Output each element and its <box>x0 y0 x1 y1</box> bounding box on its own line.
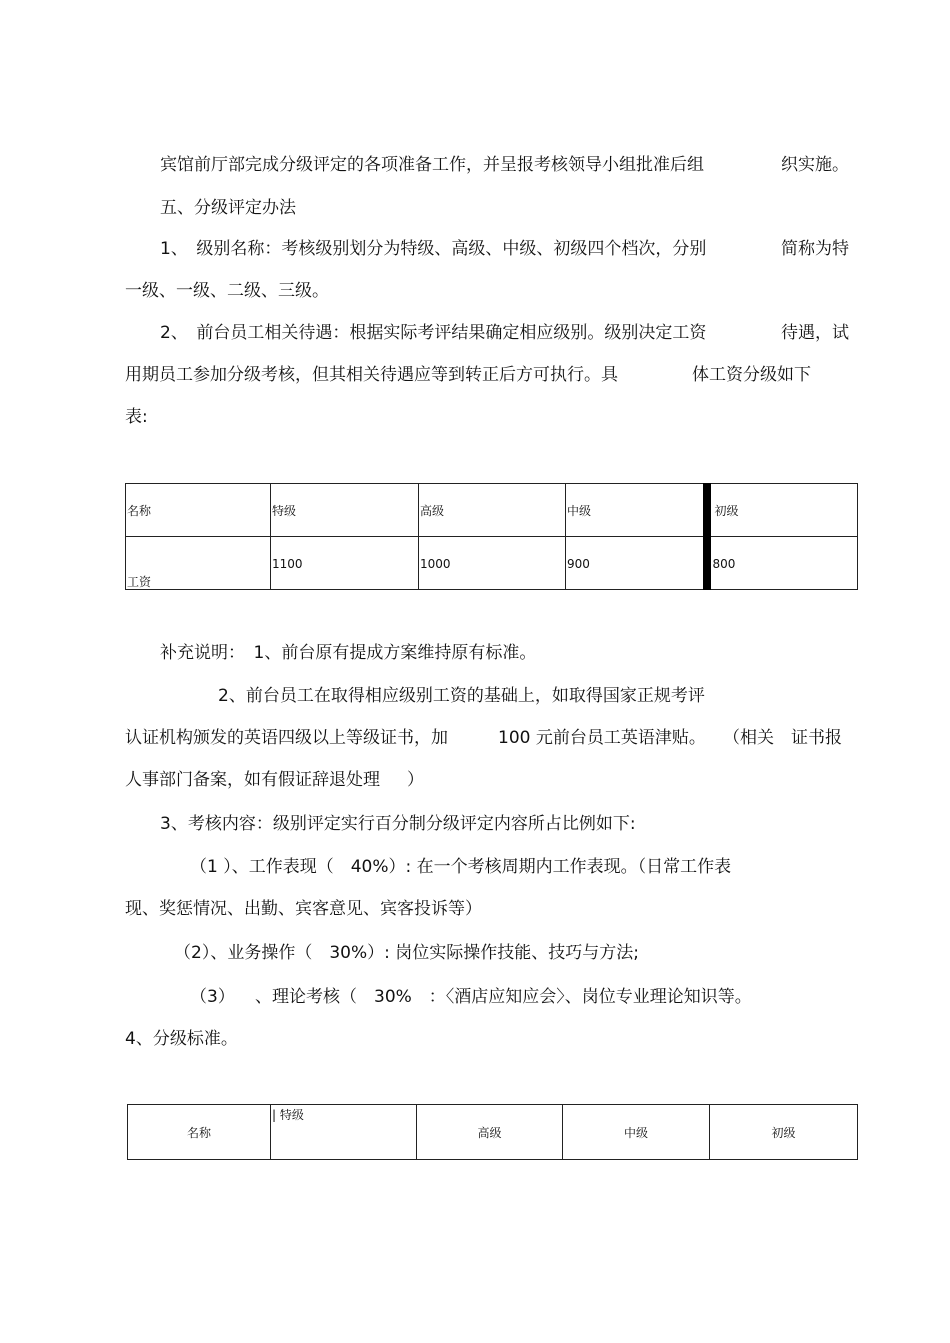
salary-row-label: 工资 <box>126 537 271 590</box>
salary-value-middle: 900 <box>566 537 707 590</box>
paragraph-work-performance-cont: 现、奖惩情况、出勤、宾客意见、宾客投诉等） <box>125 899 482 919</box>
salary-table-row <box>126 537 858 590</box>
salary-value-senior: 1000 <box>419 537 566 590</box>
salary-header-name: 名称 <box>126 484 271 537</box>
grade-header-middle: 中级 <box>563 1105 710 1160</box>
paragraph-supplement-2: 2、前台员工在取得相应级别工资的基础上，如取得国家正规考评 <box>218 686 705 706</box>
paragraph-assessment-content: 3、考核内容：级别评定实行百分制分级评定内容所占比例如下: <box>160 814 636 834</box>
paragraph-english-cert-end: （相关 证书报 <box>723 728 842 748</box>
salary-header-special: 特级 <box>271 484 419 537</box>
paragraph-level-list: 一级、一级、二级、三级。 <box>125 281 329 301</box>
salary-table <box>125 483 858 590</box>
salary-value-junior: 800 <box>707 537 858 590</box>
section-heading-5: 五、分级评定办法 <box>160 198 296 218</box>
paragraph-probation: 用期员工参加分级考核，但其相关待遇应等到转正后方可执行。具 <box>125 365 618 385</box>
paragraph-theory: （3） <box>190 987 235 1007</box>
salary-header-middle: 中级 <box>566 484 707 537</box>
paragraph-treatment-end: 待遇，试 <box>781 323 849 343</box>
salary-header-senior: 高级 <box>419 484 566 537</box>
grade-header-name: 名称 <box>128 1105 271 1160</box>
salary-table-header-row <box>126 484 858 537</box>
paragraph-1-end: 织实施。 <box>781 155 849 175</box>
grade-header-junior: 初级 <box>710 1105 858 1160</box>
paragraph-level-names: 1、 级别名称：考核级别划分为特级、高级、中级、初级四个档次，分别 <box>160 239 707 259</box>
paragraph-english-allowance: 100 元前台员工英语津贴。 <box>498 728 706 748</box>
grade-header-senior: 高级 <box>417 1105 563 1160</box>
grade-header-special: | 特级 <box>271 1105 417 1160</box>
paragraph-grading-standard: 4、分级标准。 <box>125 1029 238 1049</box>
paragraph-english-cert: 认证机构颁发的英语四级以上等级证书，加 <box>125 728 448 748</box>
grade-table <box>127 1104 858 1160</box>
paragraph-work-performance: （1 ）、工作表现（ 40%）: 在一个考核周期内工作表现。（日常工作表 <box>190 857 732 877</box>
paragraph-operations: （2）、业务操作（ 30%）: 岗位实际操作技能、技巧与方法; <box>174 943 639 963</box>
paragraph-level-names-end: 简称为特 <box>781 239 849 259</box>
paragraph-1-text: 宾馆前厅部完成分级评定的各项准备工作，并呈报考核领导小组批准后组 <box>160 155 704 175</box>
paragraph-hr-record-end: ） <box>407 770 424 790</box>
paragraph-supplement-1: 补充说明： 1、前台原有提成方案维持原有标准。 <box>160 643 537 663</box>
paragraph-1 <box>160 154 704 176</box>
paragraph-table-intro: 表: <box>125 407 148 427</box>
salary-header-junior: 初级 <box>707 484 858 537</box>
paragraph-probation-end: 体工资分级如下 <box>692 365 811 385</box>
grade-table-header-row <box>128 1105 858 1160</box>
paragraph-theory-cont: 、理论考核（ 30% ：〈酒店应知应会〉、岗位专业理论知识等。 <box>255 987 752 1007</box>
paragraph-hr-record: 人事部门备案，如有假证辞退处理 <box>125 770 380 790</box>
salary-value-special: 1100 <box>271 537 419 590</box>
paragraph-treatment: 2、 前台员工相关待遇：根据实际考评结果确定相应级别。级别决定工资 <box>160 323 707 343</box>
